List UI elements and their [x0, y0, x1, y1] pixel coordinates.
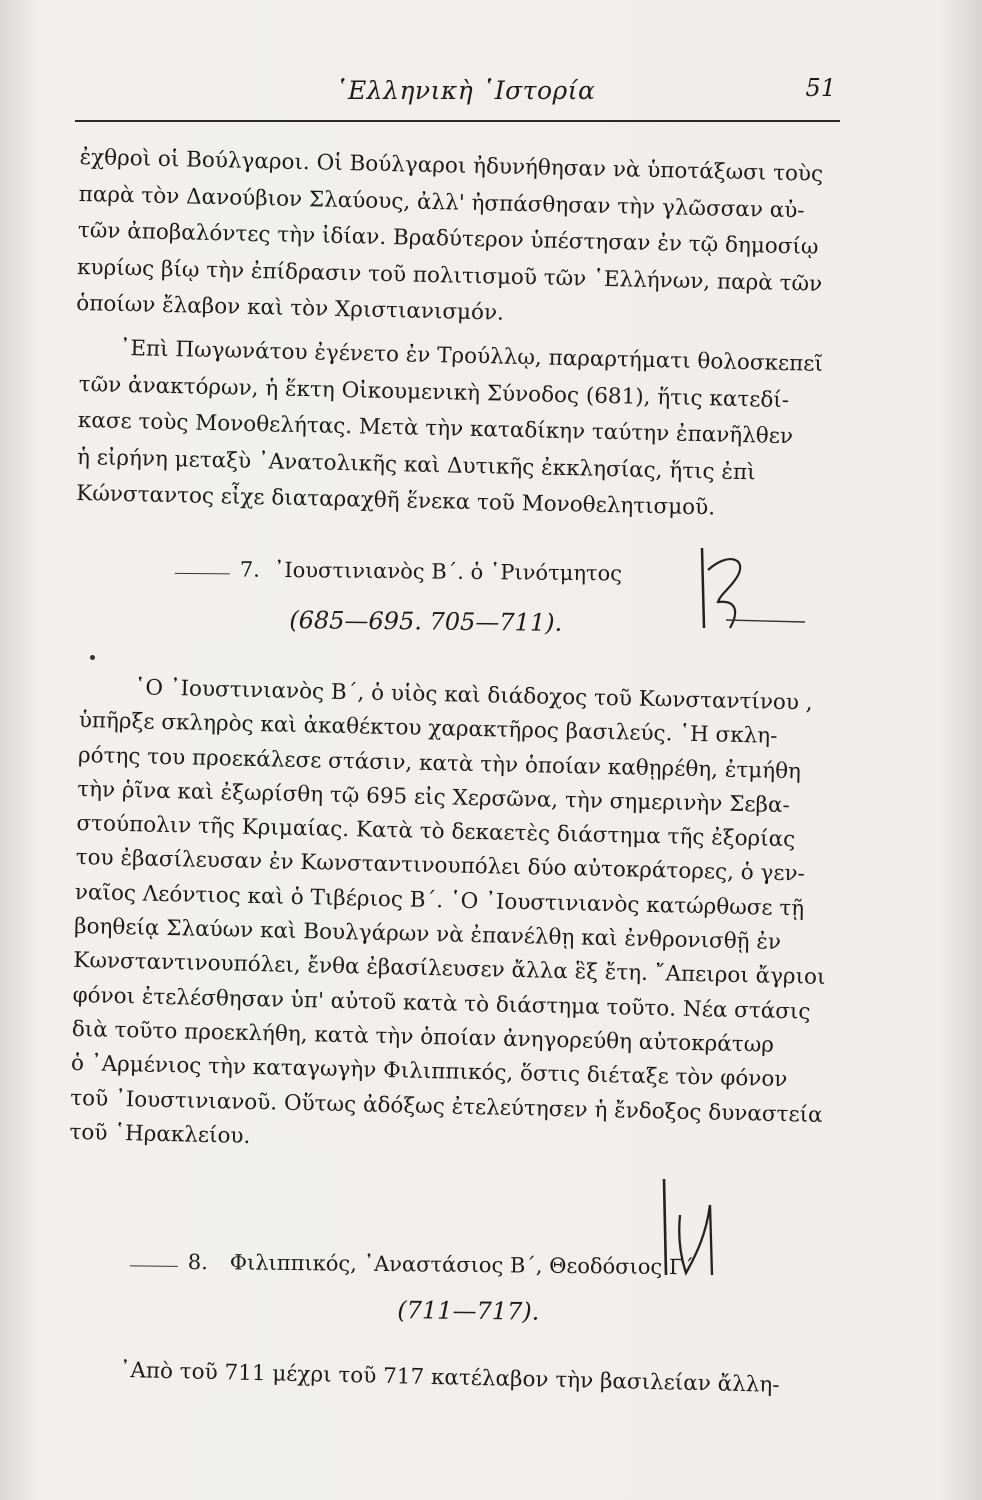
text-line: κυρίως βίῳ τὴν ἐπίδρασιν τοῦ πολιτισμοῦ τῶν ῾Ελλήνων, παρὰ τῶν [76, 254, 823, 297]
text-line: ᾿Επὶ Πωγωνάτου ἐγένετο ἐν Τρούλλῳ, παραρτήματι θολοσκεπεῖ [119, 335, 824, 377]
text-line: βοηθείᾳ Σλαύων καὶ Βουλγάρων νὰ ἐπανέλθῃ καὶ ἐνθρονισθῇ ἐν [73, 914, 782, 956]
text-line: ρότης του προεκάλεσε στάσιν, κατὰ τὴν ὁποίαν καθῃρέθη, ἐτμήθη [77, 742, 802, 784]
text-line: κασε τοὺς Μονοθελήτας. Μετὰ τὴν καταδίκην ταύτην ἐπανῆλθεν [77, 408, 794, 450]
text-line: τῶν ἀνακτόρων, ἡ ἕκτη Οἰκουμενικὴ Σύνοδος (681), ἥτις κατεδί- [78, 371, 790, 413]
section-8-heading [0, 1248, 982, 1326]
text-line: ἡ εἰρήνη μεταξὺ ᾿Ανατολικῆς καὶ Δυτικῆς ἐκκλησίας, ἥτις ἐπὶ [76, 444, 756, 486]
text-line: τῶν ἀποβαλόντες τὴν ἰδίαν. Βραδύτερον ὑπέστησαν ἐν τῷ δημοσίῳ [77, 218, 819, 260]
section-number: 8. [187, 1249, 209, 1275]
paragraph-4 [79, 1352, 850, 1406]
text-line: ναῖος Λεόντιος καὶ ὁ Τιβέριος Β΄. ῾Ο ᾿Ιουστινιανὸς κατώρθωσε τῇ [74, 879, 805, 922]
handwritten-mark-icon [690, 540, 820, 640]
section-dates: (711—717). [397, 1296, 540, 1326]
section-number: 7. [239, 557, 261, 582]
section-dates: (685—695. 705—711). [289, 606, 563, 637]
paragraph-1 [76, 140, 850, 340]
stray-mark [90, 655, 95, 660]
text-line: ἐχθροὶ οἱ Βούλγαροι. Οἱ Βούλγαροι ἠδυνήθησαν νὰ ὑποτάξωσι τοὺς [79, 144, 824, 187]
text-line: ὁ ᾿Αρμένιος τὴν καταγωγὴν Φιλιππικός, ὅστις διέταξε τὸν φόνον [70, 1051, 788, 1093]
text-line: του ἐβασίλευσαν ἐν Κωνσταντινουπόλει δύο αὐτοκράτορες, ὁ γεν- [75, 845, 806, 887]
text-line: ὁποίων ἔλαβον καὶ τὸν Χριστιανισμόν. [75, 291, 505, 327]
text-line: παρὰ τὸν Δανούβιον Σλαύους, ἀλλ' ἠσπάσθησαν τὴν γλῶσσαν αὐ- [78, 181, 805, 224]
paragraph-3 [69, 670, 850, 1168]
section-title: Φιλιππικός, ᾿Αναστάσιος Β΄, Θεοδόσιος Γ΄ [229, 1250, 695, 1280]
paragraph-2 [76, 330, 850, 530]
text-line: στούπολιν τῆς Κριμαίας. Κατὰ τὸ δεκαετὲς διάστημα τῆς ἐξορίας [76, 811, 796, 853]
text-line: τὴν ῥῖνα καὶ ἐξωρίσθη τῷ 695 εἰς Χερσῶνα, τὴν σημερινὴν Σεβα- [77, 776, 791, 819]
page-number: 51 [805, 74, 836, 102]
text-line: τοῦ ῾Ηρακλείου. [69, 1119, 251, 1149]
text-line: διὰ τοῦτο προεκλήθη, κατὰ τὴν ὁποίαν ἀνηγορεύθη αὐτοκράτωρ [71, 1016, 775, 1058]
page-header [75, 70, 840, 122]
running-head: ῾Ελληνικὴ ῾Ιστορία [335, 76, 596, 105]
text-line: φόνοι ἐτελέσθησαν ὑπ' αὐτοῦ κατὰ τὸ διάστημα τοῦτο. Νέα στάσις [72, 982, 811, 1025]
heading-dash [175, 573, 230, 575]
heading-dash [130, 1265, 178, 1267]
section-7-heading [0, 555, 982, 637]
text-line: ῾Ο ᾿Ιουστινιανὸς Β΄, ὁ υἱὸς καὶ διάδοχος τοῦ Κωνσταντίνου , [134, 675, 813, 716]
section-title: ᾿Ιουστινιανὸς Β΄. ὁ ῾Ρινότμητος [273, 557, 623, 586]
text-line: ὑπῆρξε σκληρὸς καὶ ἀκαθέκτου χαρακτῆρος βασιλεύς. ῾Η σκλη- [78, 708, 778, 750]
text-line: ᾿Απὸ τοῦ 711 μέχρι τοῦ 717 κατέλαβον τὴν βασιλείαν ἄλλη- [119, 1357, 780, 1398]
text-line: Κωνσταντινουπόλει, ἔνθα ἐβασίλευσεν ἄλλα ἓξ ἔτη. ῎Απειροι ἄγριοι [73, 948, 826, 991]
text-line: τοῦ ᾿Ιουστινιανοῦ. Οὕτως ἀδόξως ἐτελεύτησεν ἡ ἔνδοξος δυναστεία [70, 1085, 823, 1128]
text-line: Κώνσταντος εἶχε διαταραχθῆ ἕνεκα τοῦ Μονοθελητισμοῦ. [75, 481, 716, 521]
